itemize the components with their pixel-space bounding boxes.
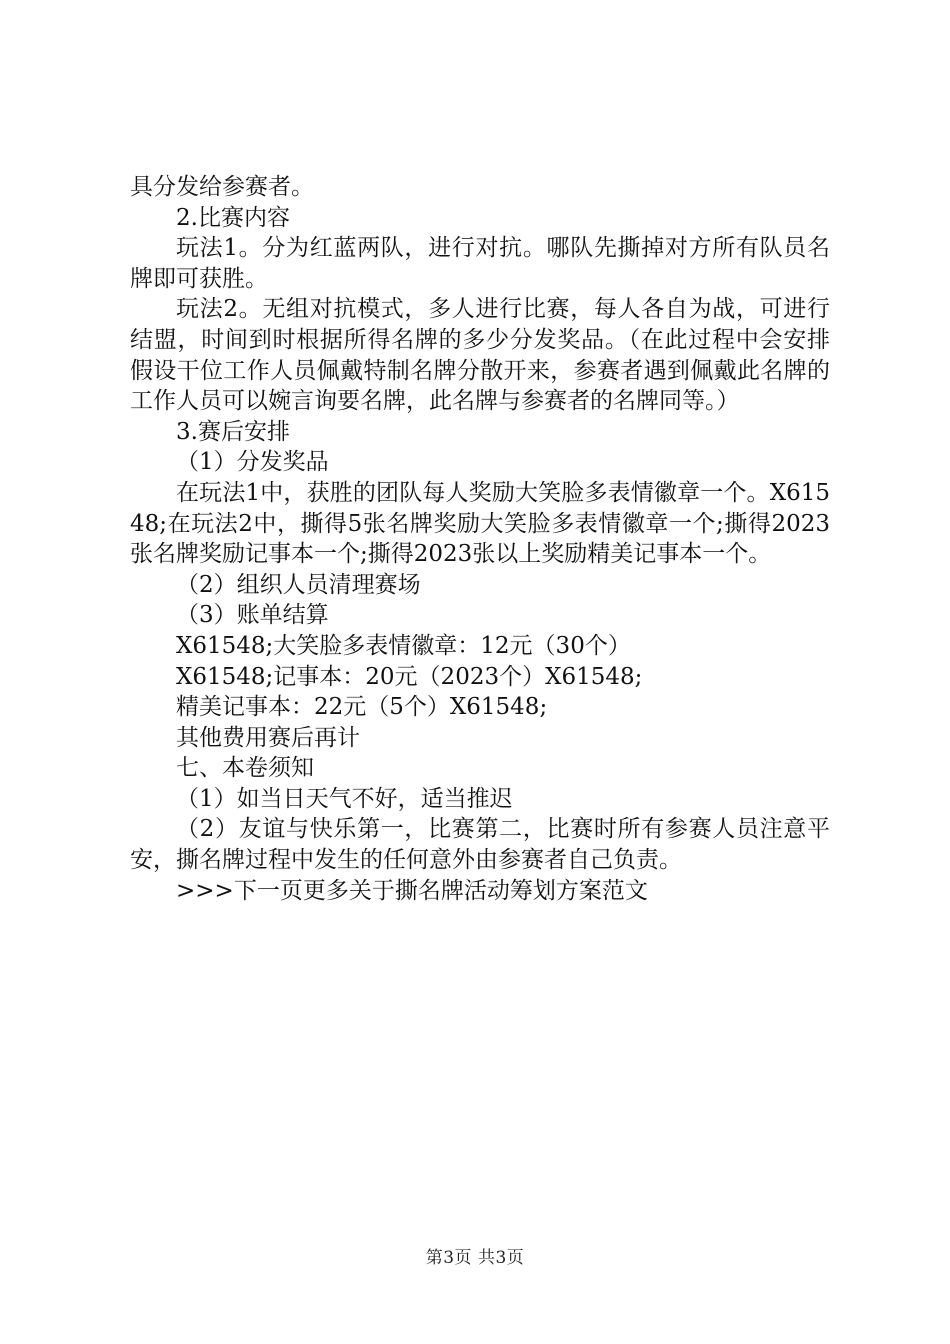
section-heading-notes: 七、本卷须知 <box>176 755 314 782</box>
list-item-weather: （1）如当日天气不好，适当推迟 <box>176 785 513 812</box>
list-item-distribute-prizes: （1）分发奖品 <box>176 449 329 476</box>
document-body <box>130 172 830 906</box>
list-item-safety: （2）友谊与快乐第一，比赛第二，比赛时所有参赛人员注意平安，撕名牌过程中发生的任何意外由参赛者自己负责。 <box>130 816 830 874</box>
billing-line-notebook: X61548;记事本：20元（2023个）X61548; <box>176 663 643 690</box>
section-heading-post-match: 3.赛后安排 <box>176 418 290 445</box>
paragraph-continuation: 具分发给参赛者。 <box>130 174 314 200</box>
section-heading-competition-content: 2.比赛内容 <box>176 204 290 231</box>
paragraph-gameplay-1: 玩法1。分为红蓝两队，进行对抗。哪队先撕掉对方所有队员名牌即可获胜。 <box>130 235 830 292</box>
paragraph-prize-rules: 在玩法1中，获胜的团队每人奖励大笑脸多表情徽章一个。X61548;在玩法2中，撕得5张名牌奖励大笑脸多表情徽章一个;撕得2023张名牌奖励记事本一个;撕得2023张以上奖励精美记事本一个。 <box>130 479 830 568</box>
next-page-link[interactable]: >>>下一页更多关于撕名牌活动筹划方案范文 <box>176 877 648 904</box>
list-item-clean-venue: （2）组织人员清理赛场 <box>176 571 421 598</box>
list-item-billing: （3）账单结算 <box>176 602 329 629</box>
billing-line-fine-notebook: 精美记事本：22元（5个）X61548; <box>176 694 548 721</box>
page-footer: 第3页 共3页 <box>425 1248 525 1268</box>
billing-line-badge: X61548;大笑脸多表情徽章：12元（30个） <box>176 632 631 659</box>
billing-line-other: 其他费用赛后再计 <box>176 724 360 751</box>
paragraph-gameplay-2: 玩法2。无组对抗模式，多人进行比赛，每人各自为战，可进行结盟，时间到时根据所得名牌的多少分发奖品。（在此过程中会安排假设干位工作人员佩戴特制名牌分散开来，参赛者遇到佩戴此名牌的工作人员可以婉言询要名牌，此名牌与参赛者的名牌同等。） <box>130 296 830 415</box>
